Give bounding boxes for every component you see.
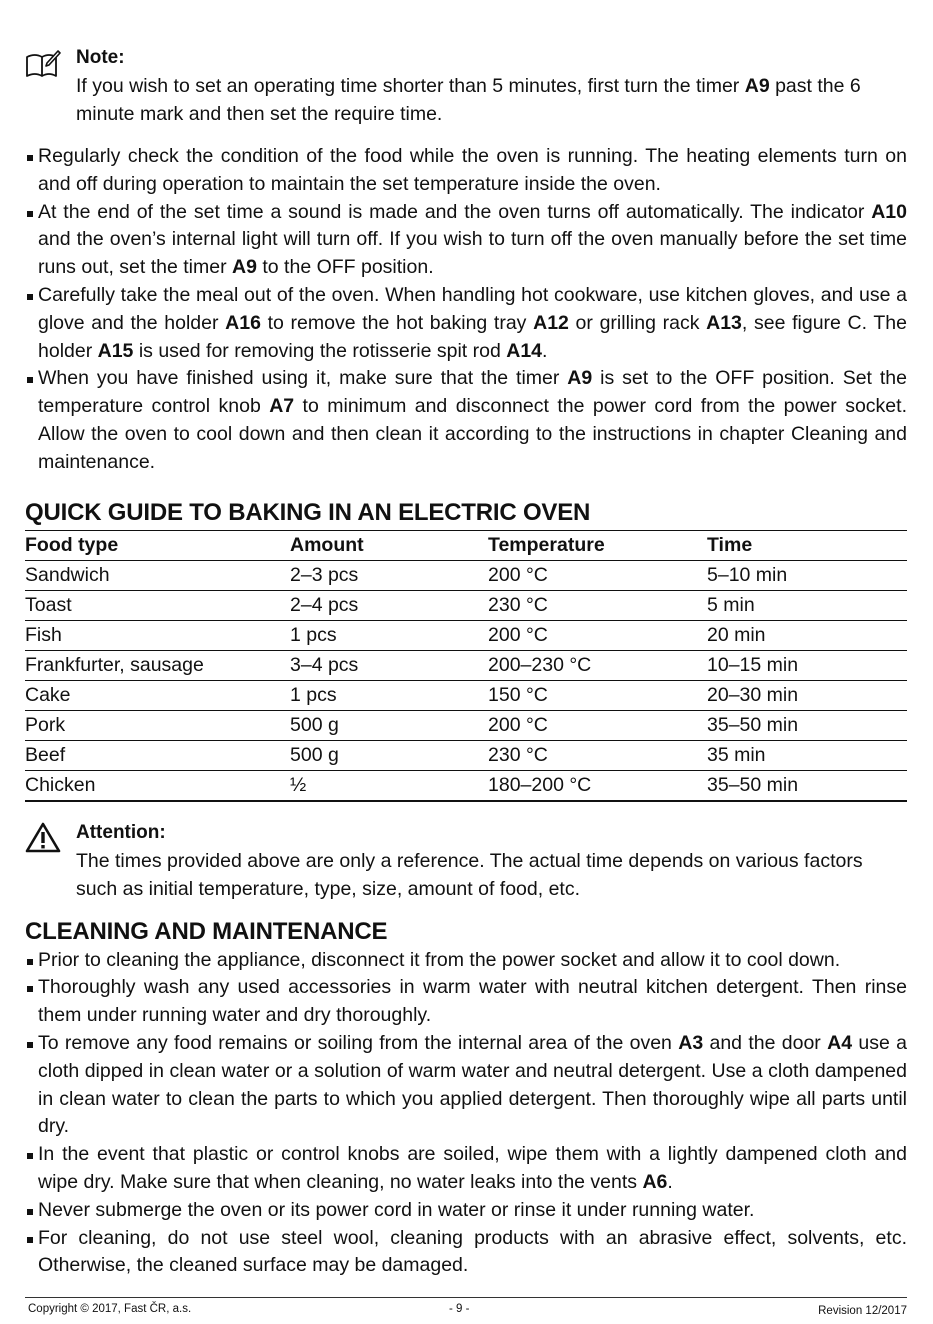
temperature-cell: 230 °C: [488, 590, 707, 620]
table-row: [25, 770, 907, 801]
copyright-text: Copyright © 2017, Fast ČR, a.s.: [28, 1303, 192, 1315]
list-item: At the end of the set time a sound is made and the oven turns off automatically. The indicator A10 and the oven’s internal light will turn off. If you wish to turn off the oven manually before the set time runs out, set the timer A9 to the OFF position.: [25, 199, 907, 282]
part-reference: A16: [225, 311, 261, 334]
amount-cell: 2–4 pcs: [290, 590, 488, 620]
list-item: Prior to cleaning the appliance, disconnect it from the power socket and allow it to cool down.: [25, 947, 907, 975]
table-row: [25, 710, 907, 740]
food-type-cell: Cake: [25, 680, 290, 710]
amount-cell: ½: [290, 770, 488, 801]
part-reference: A6: [642, 1170, 668, 1193]
list-item: When you have finished using it, make sure that the timer A9 is set to the OFF position. Set the temperature control knob A7 to minimum and disconnect the power cord from the power socket. Allow the oven to cool down and then clean it according to the instructions in chapter Cleaning and maintenance.: [25, 365, 907, 476]
table-row: [25, 560, 907, 590]
temperature-cell: 200–230 °C: [488, 650, 707, 680]
table-row: [25, 590, 907, 620]
cleaning-list: [25, 947, 907, 1281]
baking-guide-table: [25, 530, 907, 802]
amount-cell: 500 g: [290, 710, 488, 740]
temperature-cell: 230 °C: [488, 740, 707, 770]
header-temperature: Temperature: [488, 530, 707, 560]
part-reference: A3: [678, 1031, 704, 1054]
list-item: In the event that plastic or control knobs are soiled, wipe them with a lightly dampened cloth and wipe dry. Make sure that when cleaning, no water leaks into the vents A6.: [25, 1141, 907, 1197]
food-type-cell: Sandwich: [25, 560, 290, 590]
food-type-cell: Beef: [25, 740, 290, 770]
attention-callout: [25, 819, 907, 903]
food-type-cell: Fish: [25, 620, 290, 650]
page-number: - 9 -: [449, 1303, 470, 1315]
attention-title: Attention:: [76, 821, 166, 843]
temperature-cell: 150 °C: [488, 680, 707, 710]
revision-text: Revision 12/2017: [818, 1305, 907, 1317]
time-cell: 35–50 min: [707, 770, 907, 801]
part-reference: A9: [232, 256, 257, 279]
food-type-cell: Frankfurter, sausage: [25, 650, 290, 680]
header-amount: Amount: [290, 530, 488, 560]
table-row: [25, 740, 907, 770]
warning-triangle-icon: [25, 821, 61, 853]
note-callout: [25, 44, 907, 128]
amount-cell: 500 g: [290, 740, 488, 770]
time-cell: 10–15 min: [707, 650, 907, 680]
food-type-cell: Pork: [25, 710, 290, 740]
amount-cell: 3–4 pcs: [290, 650, 488, 680]
note-text: If you wish to set an operating time shorter than 5 minutes, first turn the timer A9 past the 6 minute mark and then set the require time.: [76, 75, 861, 125]
header-time: Time: [707, 530, 907, 560]
part-reference: A13: [706, 311, 742, 334]
list-item: Thoroughly wash any used accessories in warm water with neutral kitchen detergent. Then rinse them under running water and dry thoroughly.: [25, 974, 907, 1030]
temperature-cell: 200 °C: [488, 710, 707, 740]
amount-cell: 2–3 pcs: [290, 560, 488, 590]
part-reference: A12: [533, 311, 569, 334]
quick-guide-heading: QUICK GUIDE TO BAKING IN AN ELECTRIC OVEN: [25, 498, 591, 526]
table-header-row: [25, 530, 907, 560]
list-item: To remove any food remains or soiling from the internal area of the oven A3 and the door A4 use a cloth dipped in clean water or a solution of warm water and neutral detergent. Use a cloth dampened in clean water to clean the parts to which you applied detergent. Then thoroughly wipe all parts until dry.: [25, 1030, 907, 1141]
part-reference: A7: [269, 395, 295, 418]
time-cell: 5–10 min: [707, 560, 907, 590]
list-item: Carefully take the meal out of the oven. When handling hot cookware, use kitchen gloves, and use a glove and the holder A16 to remove the hot baking tray A12 or grilling rack A13, see figure C. The holder A15 is used for removing the rotisserie spit rod A14.: [25, 282, 907, 365]
part-reference: A10: [871, 200, 907, 223]
manual-page: [25, 40, 907, 1280]
time-cell: 5 min: [707, 590, 907, 620]
page-footer: [25, 1297, 907, 1317]
table-row: [25, 620, 907, 650]
table-row: [25, 650, 907, 680]
cleaning-heading: CLEANING AND MAINTENANCE: [25, 917, 388, 945]
part-reference: A9: [567, 367, 593, 390]
part-reference: A4: [827, 1031, 853, 1054]
header-food-type: Food type: [25, 530, 290, 560]
temperature-cell: 180–200 °C: [488, 770, 707, 801]
time-cell: 35–50 min: [707, 710, 907, 740]
amount-cell: 1 pcs: [290, 620, 488, 650]
time-cell: 20 min: [707, 620, 907, 650]
attention-text: The times provided above are only a reference. The actual time depends on various factors such as initial temperature, type, size, amount of food, etc.: [76, 849, 863, 900]
time-cell: 35 min: [707, 740, 907, 770]
list-item: Regularly check the condition of the food while the oven is running. The heating elements turn on and off during operation to maintain the set temperature inside the oven.: [25, 143, 907, 199]
note-title: Note:: [76, 47, 125, 68]
food-type-cell: Toast: [25, 590, 290, 620]
time-cell: 20–30 min: [707, 680, 907, 710]
part-reference: A9: [744, 75, 770, 97]
amount-cell: 1 pcs: [290, 680, 488, 710]
part-reference: A15: [97, 339, 134, 362]
operation-list: [25, 143, 907, 477]
table-row: [25, 680, 907, 710]
temperature-cell: 200 °C: [488, 620, 707, 650]
note-book-icon: [25, 48, 61, 80]
part-reference: A14: [506, 339, 543, 362]
food-type-cell: Chicken: [25, 770, 290, 801]
temperature-cell: 200 °C: [488, 560, 707, 590]
list-item: Never submerge the oven or its power cord in water or rinse it under running water.: [25, 1197, 907, 1225]
list-item: For cleaning, do not use steel wool, cleaning products with an abrasive effect, solvents, etc. Otherwise, the cleaned surface may be damaged.: [25, 1225, 907, 1281]
